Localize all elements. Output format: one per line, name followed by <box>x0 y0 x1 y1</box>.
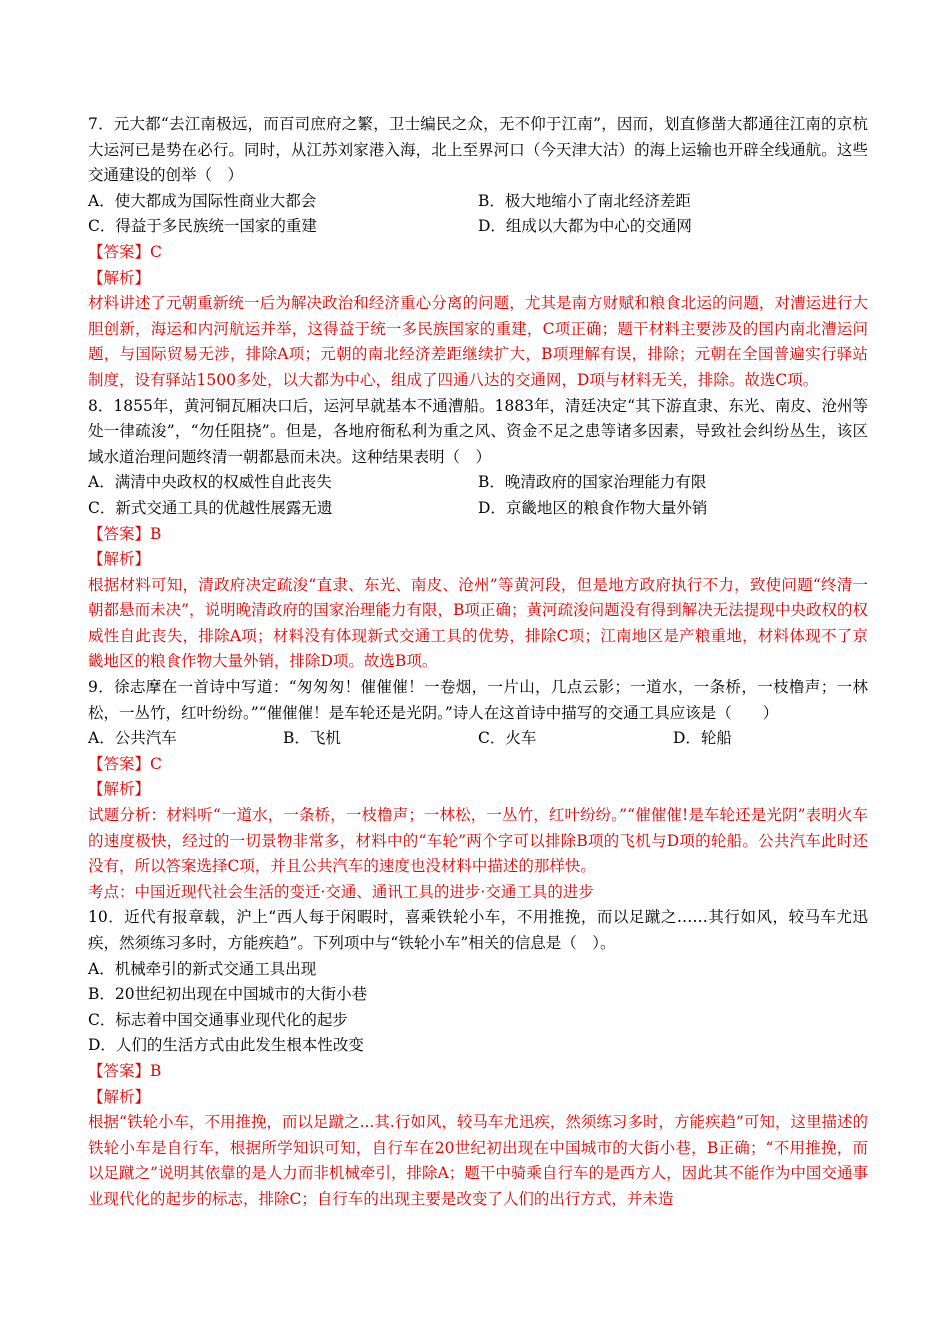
question-stem: 10．近代有报章载，沪上“西人每于闲暇时，喜乘铁轮小车，不用推挽，而以足蹴之……其行如风，较马车尤迅疾，然须练习多时，方能疾趋”。下列项中与“铁轮小车”相关的信息是（ ）。 <box>88 908 868 952</box>
analysis-label: 【解析】 <box>88 550 151 569</box>
answer-label: 【答案】B <box>88 1061 162 1080</box>
option-b: B．极大地缩小了南北经济差距 <box>478 191 691 210</box>
option-d: D．京畿地区的粮食作物大量外销 <box>478 498 708 517</box>
analysis-text: 根据“铁轮小车，不用推挽，而以足蹴之...其.行如风，较马车尤迅疾，然须练习多时，方能疾趋”可知，这里描述的铁轮小车是自行车，根据所学知识可知，自行车在20世纪初出现在中国城市的大街小巷，B正确；“不用推挽，而以足蹴之”说明其依靠的是人力而非机械牵引，排除A；题干中骑乘自行车的是西方人，因此其不能作为中国交通事业现代化的起步的标志，排除C；自行车的出现主要是改变了人们的出行方式，并未造 <box>88 1113 868 1208</box>
option-d: D．轮船 <box>673 729 732 748</box>
question-7 <box>88 112 868 394</box>
option-b: B．晚清政府的国家治理能力有限 <box>478 473 707 492</box>
options <box>88 470 868 521</box>
question-stem: 7．元大都“去江南极远，而百司庶府之繁，卫士编民之众，无不仰于江南”，因而，划直修凿大都通往江南的京杭大运河已是势在必行。同时，从江苏刘家港入海，北上至界河口（今天津大沽）的海上运输也开辟全线通航。这些交通建设的创举（ ） <box>88 115 868 185</box>
option-a: A．使大都成为国际性商业大都会 <box>88 191 317 210</box>
question-stem: 9．徐志摩在一首诗中写道：“匆匆匆！催催催！一卷烟，一片山，几点云影；一道水，一条桥，一枝橹声；一林松，一丛竹，红叶纷纷。”“催催催！是车轮还是光阴。”诗人在这首诗中描写的交通工具应该是（ ） <box>88 678 868 722</box>
answer-label: 【答案】C <box>88 754 162 773</box>
question-10 <box>88 905 868 1212</box>
option-b: B．20世纪初出现在中国城市的大街小巷 <box>88 985 368 1004</box>
answer-label: 【答案】B <box>88 524 162 543</box>
option-c: C．火车 <box>478 729 537 748</box>
options <box>88 726 868 752</box>
option-a: A．满清中央政权的权威性自此丧失 <box>88 473 332 492</box>
analysis-label: 【解析】 <box>88 268 151 287</box>
options <box>88 957 868 1059</box>
option-c: C．新式交通工具的优越性展露无遗 <box>88 498 333 517</box>
option-a: A．公共汽车 <box>88 729 177 748</box>
analysis-label: 【解析】 <box>88 1087 151 1106</box>
document-page <box>88 112 868 1213</box>
option-a: A．机械牵引的新式交通工具出现 <box>88 959 317 978</box>
analysis-text: 材料讲述了元朝重新统一后为解决政治和经济重心分离的问题，尤其是南方财赋和粮食北运的问题，对漕运进行大胆创新，海运和内河航运并举，这得益于统一多民族国家的重建，C项正确；题干材料主要涉及的国内南北漕运问题，与国际贸易无涉，排除A项；元朝的南北经济差距继续扩大，B项理解有误，排除；元朝在全国普遍实行驿站制度，设有驿站1500多处，以大都为中心，组成了四通八达的交通网，D项与材料无关，排除。故选C项。 <box>88 294 868 389</box>
analysis-text: 试题分析：材料听“一道水，一条桥，一枝橹声；一林松，一丛竹，红叶纷纷。”“催催催!是车轮还是光阴”表明火车的速度极快，经过的一切景物非常多，材料中的“车轮”两个字可以排除B项的飞机与D项的轮船。公共汽车此时还没有，所以答案选择C项，并且公共汽车的速度也没材料中描述的那样快。 <box>88 806 868 876</box>
option-d: D．人们的生活方式由此发生根本性改变 <box>88 1036 364 1055</box>
analysis-label: 【解析】 <box>88 780 151 799</box>
question-8 <box>88 394 868 676</box>
option-c: C．标志着中国交通事业现代化的起步 <box>88 1010 348 1029</box>
analysis-text: 根据材料可知，清政府决定疏浚“直隶、东光、南皮、沧州”等黄河段，但是地方政府执行不力，致使问题“终清一朝都悬而未决”，说明晚清政府的国家治理能力有限，B项正确；黄河疏浚问题没有得到解决无法提现中央政权的权威性自此丧失，排除A项；材料没有体现新式交通工具的优势，排除C项；江南地区是产粮重地，材料体现不了京畿地区的粮食作物大量外销，排除D项。故选B项。 <box>88 575 868 671</box>
question-9 <box>88 675 868 905</box>
option-d: D．组成以大都为中心的交通网 <box>478 217 692 236</box>
answer-label: 【答案】C <box>88 242 162 261</box>
option-b: B．飞机 <box>283 729 341 748</box>
option-c: C．得益于多民族统一国家的重建 <box>88 217 317 236</box>
knowledge-point: 考点：中国近现代社会生活的变迁·交通、通讯工具的进步·交通工具的进步 <box>88 882 594 901</box>
question-stem: 8．1855年，黄河铜瓦厢决口后，运河早就基本不通漕船。1883年，清廷决定“其下游直隶、东光、南皮、沧州等处一律疏浚”，“勿任阻挠”。但是，各地府衙私利为重之风、资金不足之患等诸多因素，导致社会纠纷丛生，该区域水道治理问题终清一朝都悬而未决。这种结果表明（ ） <box>88 396 868 466</box>
options <box>88 189 868 240</box>
